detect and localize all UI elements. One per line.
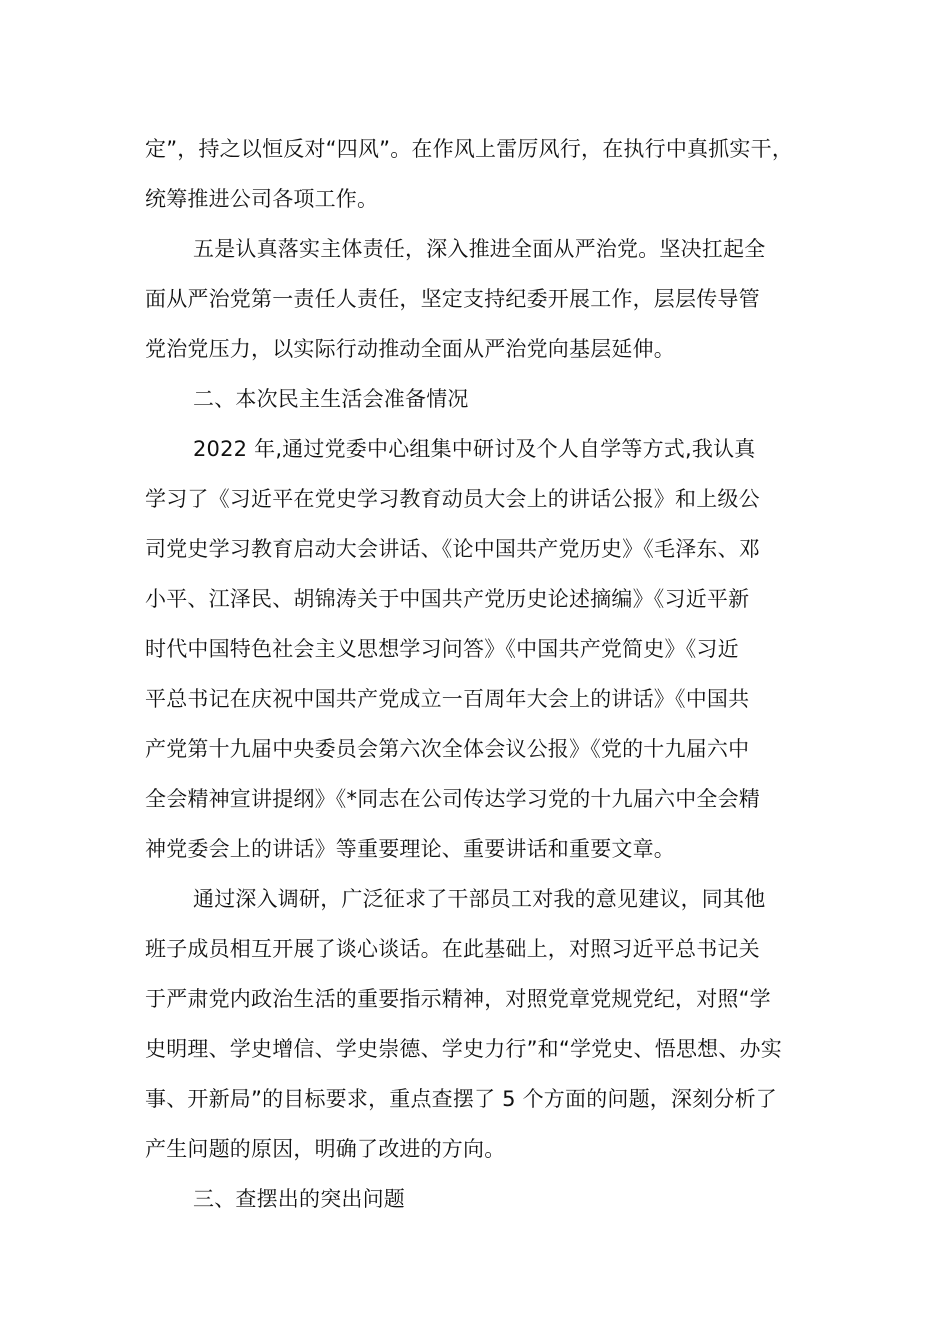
paragraph-line: 事、开新局”的目标要求，重点查摆了 5 个方面的问题，深刻分析了 — [145, 1087, 777, 1111]
paragraph-line: 党治党压力，以实际行动推动全面从严治党向基层延伸。 — [145, 337, 675, 361]
paragraph-line: 2022 年,通过党委中心组集中研讨及个人自学等方式,我认真 — [193, 437, 756, 461]
section-heading: 二、本次民主生活会准备情况 — [193, 387, 469, 411]
paragraph-line: 产党第十九届中央委员会第六次全体会议公报》《党的十九届六中 — [145, 737, 750, 761]
paragraph-line: 学习了《习近平在党史学习教育动员大会上的讲话公报》和上级公 — [145, 487, 760, 511]
paragraph-line: 统筹推进公司各项工作。 — [145, 187, 379, 211]
paragraph-line: 于严肃党内政治生活的重要指示精神，对照党章党规党纪，对照“学 — [145, 987, 771, 1011]
paragraph-line: 定”，持之以恒反对“四风”。在作风上雷厉风行，在执行中真抓实干， — [145, 137, 794, 161]
paragraph-line: 班子成员相互开展了谈心谈话。在此基础上，对照习近平总书记关 — [145, 937, 760, 961]
paragraph-line: 面从严治党第一责任人责任，坚定支持纪委开展工作，层层传导管 — [145, 287, 760, 311]
paragraph-line: 小平、江泽民、胡锦涛关于中国共产党历史论述摘编》《习近平新 — [145, 587, 750, 611]
paragraph-line: 时代中国特色社会主义思想学习问答》《中国共产党简史》《习近 — [145, 637, 739, 661]
paragraph-line: 通过深入调研，广泛征求了干部员工对我的意见建议，同其他 — [193, 887, 766, 911]
paragraph-line: 司党史学习教育启动大会讲话、《论中国共产党历史》《毛泽东、邓 — [145, 537, 760, 561]
paragraph-line: 全会精神宣讲提纲》《*同志在公司传达学习党的十九届六中全会精 — [145, 787, 760, 811]
paragraph-line: 神党委会上的讲话》等重要理论、重要讲话和重要文章。 — [145, 837, 675, 861]
section-heading: 三、查摆出的突出问题 — [193, 1187, 405, 1211]
paragraph-line: 产生问题的原因，明确了改进的方向。 — [145, 1137, 506, 1161]
paragraph-line: 五是认真落实主体责任，深入推进全面从严治党。坚决扛起全 — [193, 237, 766, 261]
paragraph-line: 平总书记在庆祝中国共产党成立一百周年大会上的讲话》《中国共 — [145, 687, 750, 711]
paragraph-line: 史明理、学史增信、学史崇德、学史力行”和“学党史、悟思想、办实 — [145, 1037, 782, 1061]
